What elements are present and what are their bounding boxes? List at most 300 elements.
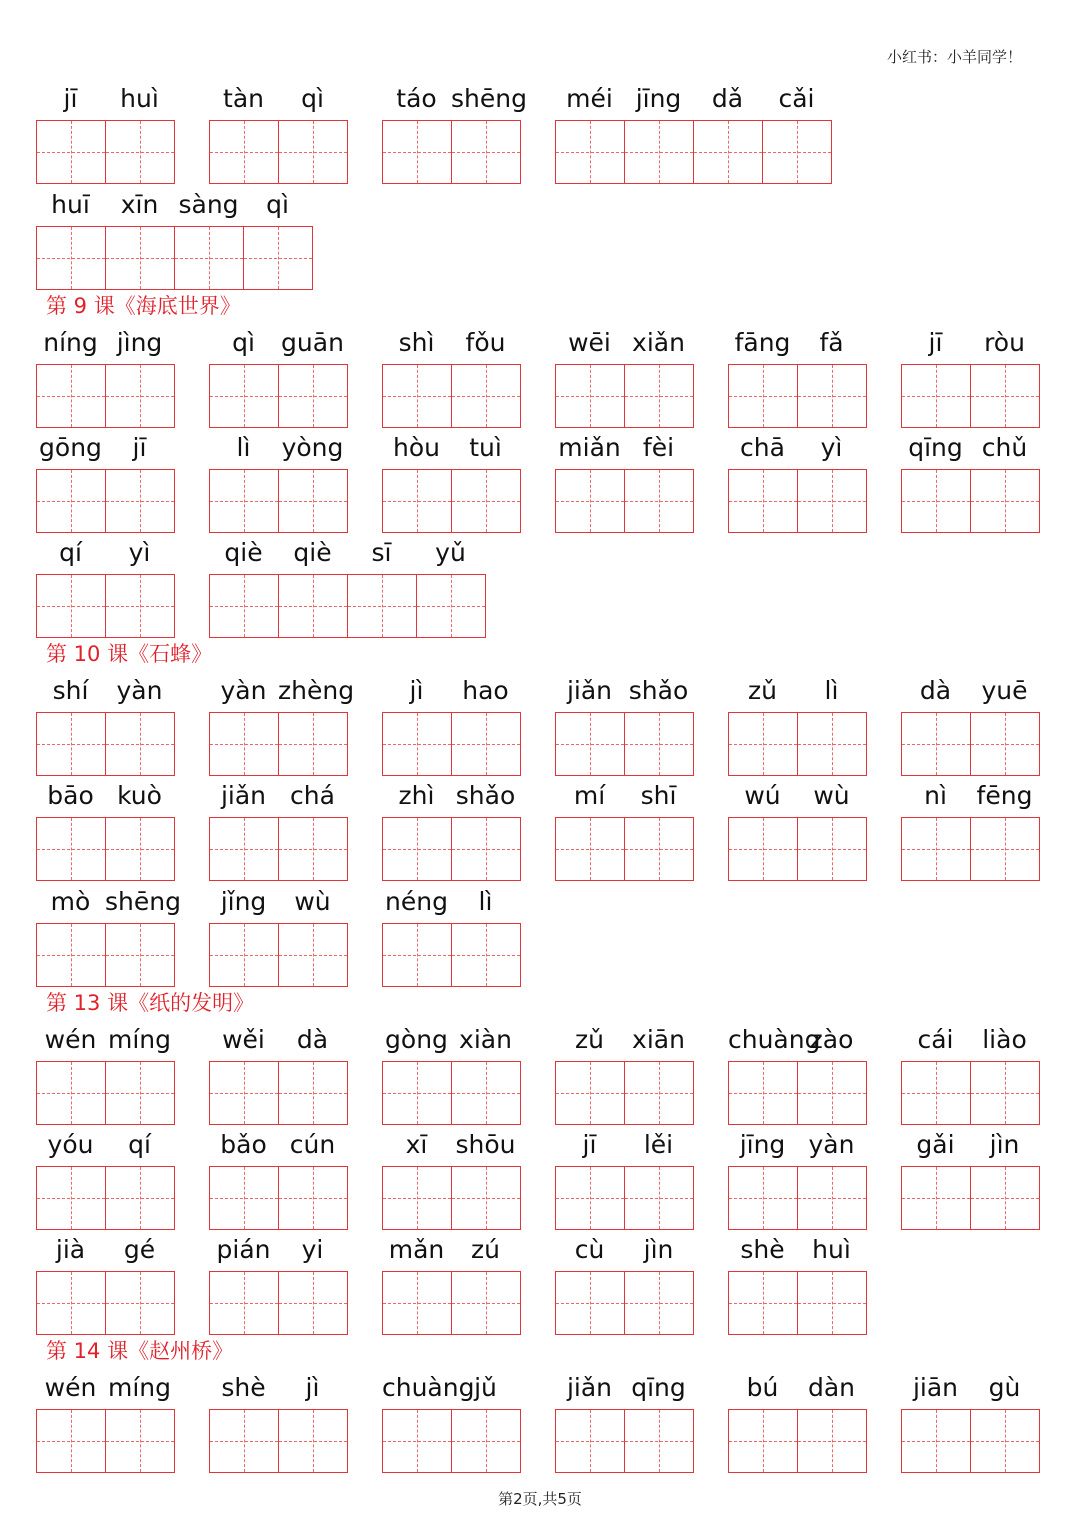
writing-cell[interactable] [105,120,175,184]
pinyin-label: gǎi [916,1130,955,1159]
tianzige-grid [728,817,866,880]
word-row [0,84,1080,184]
writing-cell[interactable] [451,364,521,428]
pinyin-label: qiè [293,538,332,567]
writing-cell[interactable] [901,1409,971,1473]
pinyin-label: guān [281,328,344,357]
lesson-heading: 第 10 课《石蜂》 [46,642,213,666]
writing-cell[interactable] [728,1166,798,1230]
writing-cell[interactable] [209,1271,279,1335]
writing-cell[interactable] [797,469,867,533]
pinyin-label: shì [398,328,435,357]
pinyin-label: sàng [178,190,239,219]
writing-cell[interactable] [728,1271,798,1335]
word-row [0,887,1080,987]
writing-cell[interactable] [901,1061,971,1125]
writing-cell[interactable] [209,120,279,184]
lesson-heading: 第 14 课《赵州桥》 [46,1339,234,1363]
word-item [901,781,1040,881]
word-item [382,887,521,987]
writing-cell[interactable] [451,923,521,987]
writing-cell[interactable] [174,226,244,290]
pinyin-label: xiǎn [632,328,685,357]
pinyin-label: cù [574,1235,605,1264]
pinyin-label: qiè [224,538,263,567]
pinyin-label: yòng [281,433,344,462]
pinyin-label: níng [43,328,98,357]
writing-cell[interactable] [416,574,486,638]
writing-cell[interactable] [797,712,867,776]
tianzige-grid [901,817,1039,880]
writing-cell[interactable] [36,469,106,533]
tianzige-grid [209,1061,347,1124]
writing-cell[interactable] [901,1166,971,1230]
word-item [36,887,181,987]
lesson-heading: 第 9 课《海底世界》 [46,294,241,318]
tianzige-grid [36,574,174,637]
pinyin-label: jiǎn [220,781,267,810]
word-item [555,433,694,533]
writing-cell[interactable] [382,1409,452,1473]
writing-cell[interactable] [901,817,971,881]
writing-cell[interactable] [728,1061,798,1125]
pinyin-label: jiān [912,1373,959,1402]
writing-cell[interactable] [555,817,625,881]
writing-cell[interactable] [797,1271,867,1335]
writing-cell[interactable] [105,1271,175,1335]
writing-cell[interactable] [728,1409,798,1473]
tianzige-grid [382,1271,520,1334]
writing-cell[interactable] [278,1061,348,1125]
word-item [209,84,348,184]
word-item [209,676,355,776]
pinyin-label: nì [924,781,947,810]
writing-cell[interactable] [555,469,625,533]
writing-cell[interactable] [901,712,971,776]
tianzige-grid [36,1271,174,1334]
writing-cell[interactable] [105,712,175,776]
word-item [555,1025,694,1125]
writing-cell[interactable] [555,1166,625,1230]
writing-cell[interactable] [624,364,694,428]
writing-cell[interactable] [624,1166,694,1230]
writing-cell[interactable] [970,364,1040,428]
word-item [36,781,175,881]
pinyin-label: shè [740,1235,785,1264]
writing-cell[interactable] [624,120,694,184]
tianzige-grid [555,1166,693,1229]
writing-cell[interactable] [624,469,694,533]
tianzige-grid [728,1061,866,1124]
tianzige-grid [728,469,866,532]
writing-cell[interactable] [36,1061,106,1125]
word-item [901,1130,1040,1230]
pinyin-label: cái [917,1025,954,1054]
writing-cell[interactable] [970,1409,1040,1473]
writing-cell[interactable] [209,574,279,638]
word-item [555,328,694,428]
writing-cell[interactable] [624,1271,694,1335]
pinyin-label: lì [824,676,839,705]
pinyin-label: jìn [643,1235,674,1264]
word-row [0,538,1080,638]
pinyin-label: xiān [632,1025,685,1054]
pinyin-label: cǎi [778,84,815,113]
writing-cell[interactable] [36,1166,106,1230]
writing-cell[interactable] [382,712,452,776]
writing-cell[interactable] [555,364,625,428]
word-item [555,84,832,184]
writing-cell[interactable] [555,712,625,776]
tianzige-grid [382,364,520,427]
word-row [0,1025,1080,1125]
writing-cell[interactable] [970,1166,1040,1230]
word-item [555,1130,694,1230]
writing-cell[interactable] [36,1271,106,1335]
pinyin-label: sī [371,538,392,567]
lesson-heading: 第 13 课《纸的发明》 [46,991,255,1015]
word-item [209,538,486,638]
word-item [728,1373,867,1473]
tianzige-grid [728,1271,866,1334]
tianzige-grid [901,1061,1039,1124]
tianzige-grid [382,469,520,532]
pinyin-label: qí [128,1130,151,1159]
pinyin-label: qì [301,84,324,113]
tianzige-grid [209,1166,347,1229]
tianzige-grid [555,817,693,880]
writing-cell[interactable] [278,1271,348,1335]
writing-cell[interactable] [278,469,348,533]
writing-cell[interactable] [382,1166,452,1230]
word-item [382,1025,521,1125]
word-item [901,1373,1040,1473]
pinyin-label: fāng [734,328,791,357]
pinyin-label: zào [809,1025,854,1054]
writing-cell[interactable] [451,120,521,184]
tianzige-grid [36,712,174,775]
pinyin-label: wén [44,1025,97,1054]
writing-cell[interactable] [451,1061,521,1125]
pinyin-label: yǔ [435,538,466,567]
pinyin-label: jiǎn [566,1373,613,1402]
writing-cell[interactable] [278,817,348,881]
pinyin-label: lěi [643,1130,674,1159]
writing-cell[interactable] [209,923,279,987]
writing-cell[interactable] [36,364,106,428]
writing-cell[interactable] [555,1271,625,1335]
writing-cell[interactable] [451,817,521,881]
word-item [901,676,1040,776]
pinyin-label: tuì [469,433,502,462]
pinyin-label: lì [478,887,493,916]
word-item [36,538,175,638]
pinyin-label: yóu [47,1130,94,1159]
writing-cell[interactable] [36,226,106,290]
pinyin-label: jī [63,84,78,113]
pinyin-label: kuò [117,781,162,810]
writing-cell[interactable] [209,364,279,428]
word-row [0,1373,1080,1473]
pinyin-label: lì [236,433,251,462]
writing-cell[interactable] [728,817,798,881]
word-row [0,328,1080,428]
word-item [209,887,348,987]
pinyin-label: jìn [989,1130,1020,1159]
writing-cell[interactable] [762,120,832,184]
writing-cell[interactable] [209,469,279,533]
writing-cell[interactable] [382,120,452,184]
word-item [901,328,1040,428]
tianzige-grid [555,1409,693,1472]
writing-cell[interactable] [278,120,348,184]
writing-cell[interactable] [451,1409,521,1473]
pinyin-label: dàn [807,1373,856,1402]
word-row [0,676,1080,776]
pinyin-label: shè [221,1373,266,1402]
writing-cell[interactable] [382,923,452,987]
pinyin-label: mǎn [388,1235,445,1264]
writing-cell[interactable] [278,1166,348,1230]
pinyin-label: shōu [455,1130,516,1159]
writing-cell[interactable] [624,712,694,776]
pinyin-label: miǎn [558,433,621,462]
pinyin-label: jǐng [220,887,267,916]
tianzige-grid [728,1166,866,1229]
pinyin-label: zú [471,1235,500,1264]
writing-cell[interactable] [243,226,313,290]
pinyin-label: qì [232,328,255,357]
writing-cell[interactable] [555,1409,625,1473]
word-item [36,190,313,290]
writing-cell[interactable] [105,1166,175,1230]
writing-cell[interactable] [382,1271,452,1335]
word-item [382,84,527,184]
writing-cell[interactable] [451,469,521,533]
pinyin-label: huì [812,1235,851,1264]
word-item [382,433,521,533]
writing-cell[interactable] [728,712,798,776]
pinyin-label: chǔ [981,433,1028,462]
pinyin-label: zhì [398,781,435,810]
writing-cell[interactable] [797,1061,867,1125]
word-item [209,1235,348,1335]
pinyin-label: jī [928,328,943,357]
tianzige-grid [901,1409,1039,1472]
writing-cell[interactable] [382,1061,452,1125]
writing-cell[interactable] [209,712,279,776]
pinyin-label: wù [294,887,331,916]
writing-cell[interactable] [36,817,106,881]
pinyin-label: fèi [642,433,675,462]
pinyin-label: qí [59,538,82,567]
tianzige-grid [209,923,347,986]
pinyin-label: fǒu [465,328,506,357]
writing-cell[interactable] [209,1166,279,1230]
pinyin-label: yì [820,433,843,462]
writing-cell[interactable] [278,1409,348,1473]
pinyin-label: méi [566,84,613,113]
word-item [36,84,175,184]
pinyin-label: jī [582,1130,597,1159]
writing-cell[interactable] [797,817,867,881]
pinyin-label: míng [107,1025,171,1054]
pinyin-label: jì [409,676,424,705]
tianzige-grid [36,923,174,986]
pinyin-label: yàn [808,1130,855,1159]
pinyin-label: jìng [116,328,163,357]
pinyin-label: shēng [105,887,181,916]
pinyin-label: wú [744,781,781,810]
pinyin-label: zǔ [575,1025,604,1054]
word-item [555,1373,694,1473]
writing-cell[interactable] [105,574,175,638]
writing-cell[interactable] [278,364,348,428]
tianzige-grid [728,364,866,427]
writing-cell[interactable] [36,1409,106,1473]
tianzige-grid [209,469,347,532]
writing-cell[interactable] [624,1409,694,1473]
writing-cell[interactable] [797,1166,867,1230]
word-row [0,190,1080,290]
word-item [36,328,175,428]
writing-cell[interactable] [105,817,175,881]
pinyin-label: xiàn [459,1025,512,1054]
tianzige-grid [555,469,693,532]
tianzige-grid [382,817,520,880]
pinyin-label: jià [55,1235,86,1264]
word-item [728,1235,867,1335]
writing-cell[interactable] [36,712,106,776]
writing-cell[interactable] [970,817,1040,881]
word-item [901,1025,1040,1125]
writing-cell[interactable] [36,120,106,184]
tianzige-grid [555,1271,693,1334]
writing-cell[interactable] [624,1061,694,1125]
tianzige-grid [382,120,520,183]
word-row [0,1130,1080,1230]
word-item [209,1025,348,1125]
word-item [36,1130,175,1230]
tianzige-grid [36,469,174,532]
writing-cell[interactable] [105,364,175,428]
tianzige-grid [209,712,347,775]
pinyin-label: shǎo [628,676,689,705]
word-item [382,1235,521,1335]
writing-cell[interactable] [382,817,452,881]
writing-cell[interactable] [797,364,867,428]
tianzige-grid [728,712,866,775]
writing-cell[interactable] [693,120,763,184]
writing-cell[interactable] [209,817,279,881]
writing-cell[interactable] [105,923,175,987]
writing-cell[interactable] [797,1409,867,1473]
writing-cell[interactable] [382,364,452,428]
writing-cell[interactable] [728,364,798,428]
writing-cell[interactable] [555,1061,625,1125]
writing-cell[interactable] [105,1061,175,1125]
writing-cell[interactable] [451,1166,521,1230]
pinyin-label: yàn [116,676,163,705]
writing-cell[interactable] [347,574,417,638]
pinyin-label: dà [919,676,952,705]
pinyin-label: wén [44,1373,97,1402]
tianzige-grid [901,364,1039,427]
writing-cell[interactable] [970,1061,1040,1125]
tianzige-grid [555,712,693,775]
writing-cell[interactable] [105,1409,175,1473]
pinyin-label: zǔ [748,676,777,705]
writing-cell[interactable] [278,923,348,987]
writing-cell[interactable] [970,469,1040,533]
word-item [728,433,867,533]
pinyin-label: wēi [568,328,611,357]
word-item [209,433,348,533]
pinyin-label: ròu [984,328,1025,357]
writing-cell[interactable] [382,469,452,533]
writing-cell[interactable] [209,1061,279,1125]
pinyin-label: tàn [223,84,264,113]
writing-cell[interactable] [624,817,694,881]
word-item [382,328,521,428]
writing-cell[interactable] [278,574,348,638]
word-item [555,1235,694,1335]
pinyin-label: jì [305,1373,320,1402]
writing-cell[interactable] [728,469,798,533]
writing-cell[interactable] [901,469,971,533]
pinyin-label: chā [740,433,785,462]
pinyin-label: mò [50,887,91,916]
writing-cell[interactable] [209,1409,279,1473]
writing-cell[interactable] [970,712,1040,776]
pinyin-label: liào [982,1025,1027,1054]
word-item [728,328,867,428]
writing-cell[interactable] [36,574,106,638]
tianzige-grid [382,1166,520,1229]
pinyin-label: zhèng [278,676,355,705]
pinyin-label: huì [120,84,159,113]
pinyin-label: jīng [739,1130,786,1159]
pinyin-label: gòng [385,1025,448,1054]
pinyin-label: fēng [976,781,1033,810]
tianzige-grid [901,712,1039,775]
pinyin-label: bǎo [220,1130,267,1159]
pinyin-label: gù [988,1373,1021,1402]
word-item [36,1025,175,1125]
tianzige-grid [36,817,174,880]
pinyin-label: qì [266,190,289,219]
pinyin-label: shī [640,781,677,810]
pinyin-label: pián [216,1235,271,1264]
pinyin-label: mí [573,781,606,810]
word-item [728,676,867,776]
pinyin-label: yì [128,538,151,567]
pinyin-label: huī [51,190,90,219]
writing-cell[interactable] [451,712,521,776]
writing-cell[interactable] [278,712,348,776]
word-item [382,1373,521,1473]
writing-cell[interactable] [451,1271,521,1335]
pinyin-label: bāo [47,781,94,810]
writing-cell[interactable] [105,226,175,290]
writing-cell[interactable] [555,120,625,184]
pinyin-label: chá [290,781,335,810]
writing-cell[interactable] [105,469,175,533]
writing-cell[interactable] [36,923,106,987]
pinyin-label: néng [385,887,448,916]
writing-cell[interactable] [901,364,971,428]
header-credit: 小红书：小羊同学！ [886,48,1022,66]
